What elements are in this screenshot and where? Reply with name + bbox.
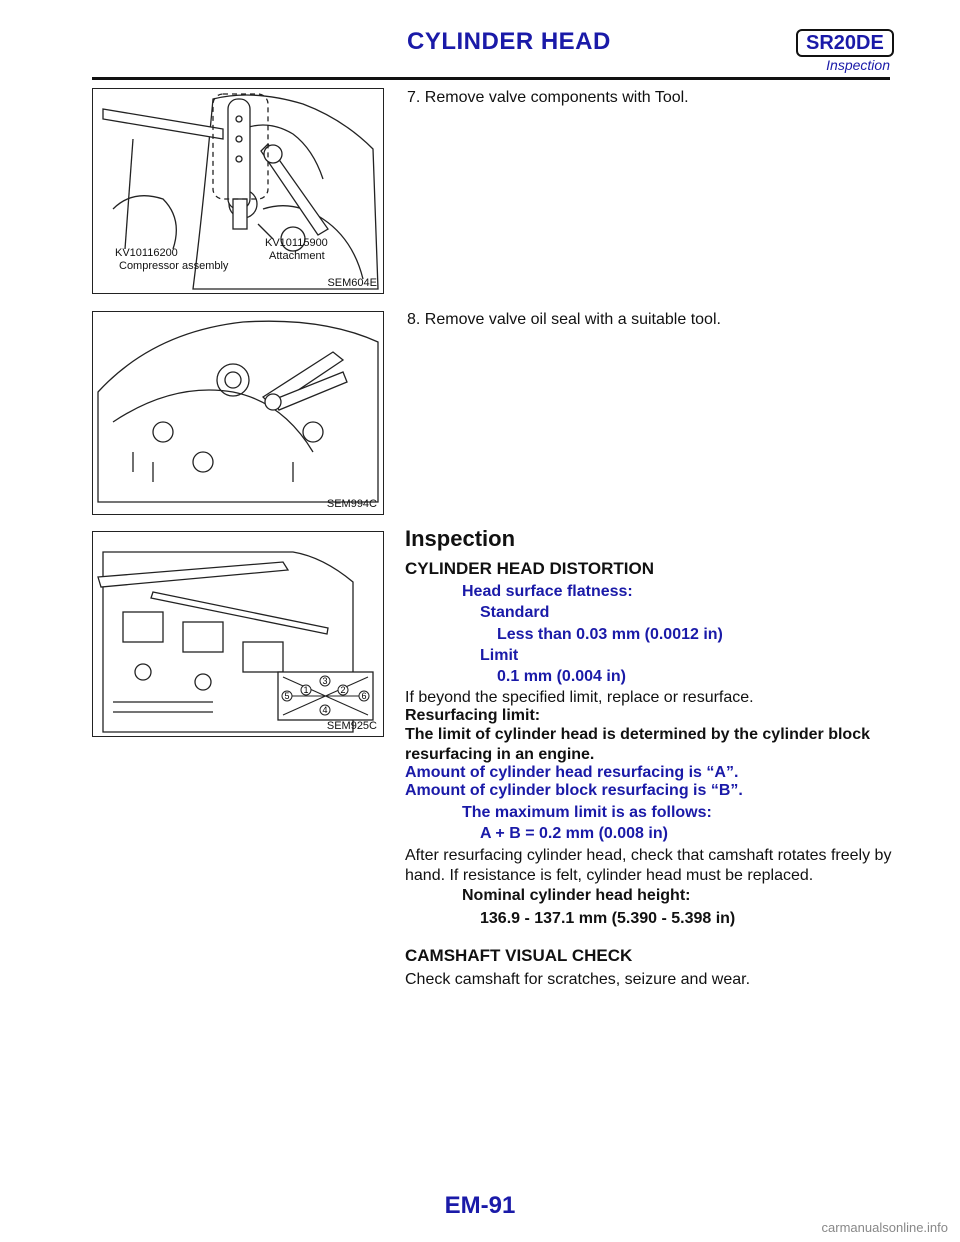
figure-valve-spring-compressor [92, 88, 384, 294]
point-label-2: 2 [340, 685, 346, 695]
after-resurfacing-text: After resurfacing cylinder head, check that camshaft rotates freely by hand. If resistance is felt, cylinder head must be replaced. [405, 847, 892, 884]
point-label-1: 1 [303, 685, 309, 695]
figure-head-distortion-check [92, 531, 384, 737]
fig1-label-a-part: KV10116200 [115, 247, 178, 259]
watermark: carmanualsonline.info [821, 1220, 948, 1235]
resurfacing-description: The limit of cylinder head is determined by the cylinder block resurfacing in an engine. [405, 726, 870, 763]
figure-1-code: SEM604E [327, 277, 377, 289]
camshaft-heading: CAMSHAFT VISUAL CHECK [405, 946, 633, 965]
standard-label: Standard [480, 604, 550, 621]
limit-value: 0.1 mm (0.004 in) [497, 668, 626, 685]
distortion-heading: CYLINDER HEAD DISTORTION [405, 559, 655, 578]
amount-a-text: Amount of cylinder head resurfacing is “A”. [405, 764, 739, 781]
header-rule [92, 77, 890, 80]
section-subtitle: Inspection [826, 57, 890, 73]
point-label-3: 3 [322, 676, 328, 686]
nominal-height-value: 136.9 - 137.1 mm (5.390 - 5.398 in) [480, 910, 736, 927]
figure-3-illustration [93, 532, 383, 736]
fig1-label-a-name: Compressor assembly [119, 260, 229, 272]
figure-3-code: SEM925C [326, 720, 377, 732]
inspection-heading: Inspection [405, 526, 516, 551]
nominal-height-label: Nominal cylinder head height: [462, 887, 691, 904]
camshaft-text: Check camshaft for scratches, seizure and wear. [405, 971, 751, 988]
point-label-6: 6 [361, 691, 367, 701]
point-label-4: 4 [322, 705, 328, 715]
figure-2-code: SEM994C [326, 498, 377, 510]
amount-b-text: Amount of cylinder block resurfacing is “B”. [405, 782, 743, 799]
max-limit-label: The maximum limit is as follows: [462, 804, 712, 821]
page-title: CYLINDER HEAD [407, 28, 611, 55]
flatness-label: Head surface flatness: [462, 583, 633, 600]
fig1-label-b-name: Attachment [269, 250, 325, 262]
figure-valve-oil-seal-removal [92, 311, 384, 515]
limit-label: Limit [480, 647, 519, 664]
measurement-points-diagram [278, 672, 373, 720]
page-number: EM-91 [444, 1192, 516, 1219]
max-limit-value: A + B = 0.2 mm (0.008 in) [480, 825, 668, 842]
step-7: 7. Remove valve components with Tool. [407, 89, 689, 106]
step-8: 8. Remove valve oil seal with a suitable tool. [407, 311, 721, 328]
figure-2-illustration [93, 312, 383, 514]
beyond-limit-text: If beyond the specified limit, replace or resurface. [405, 689, 754, 706]
point-label-5: 5 [284, 691, 290, 701]
model-badge: SR20DE [796, 29, 894, 57]
standard-value: Less than 0.03 mm (0.0012 in) [497, 626, 723, 643]
figure-1-illustration [93, 89, 383, 293]
fig1-label-b-part: KV10115900 [265, 237, 328, 249]
resurfacing-limit-label: Resurfacing limit: [405, 707, 541, 724]
